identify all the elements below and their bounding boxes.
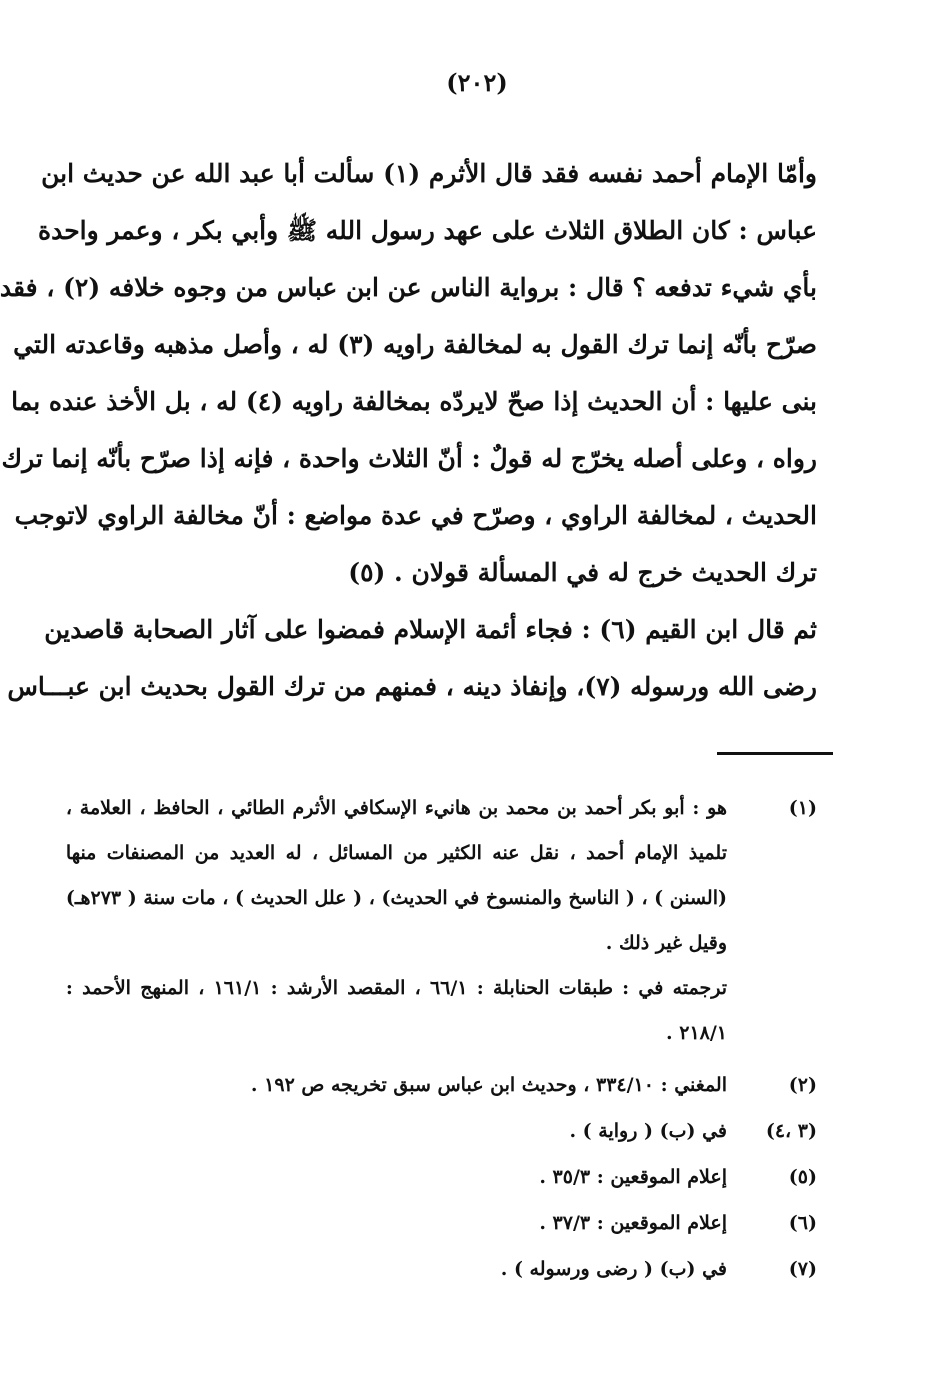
footnote-1 — [65, 786, 817, 1056]
page-number: (٢٠٢) — [446, 68, 508, 97]
text-line: رواه ، وعلى أصله يخرّج له قولٌ : أنّ الثلاث واحدة ، فإنه إذا صرّح بأنّه إنما ترك — [1, 444, 817, 473]
footnote-3-4 — [97, 1108, 817, 1154]
text-line: صرّح بأنّه إنما ترك القول به لمخالفة راويه (٣) له ، وأصل مذهبه وقاعدته التي — [13, 330, 817, 359]
text-line: وأمّا الإمام أحمد نفسه فقد قال الأثرم (١) سألت أبا عبد الله عن حديث ابن — [41, 159, 817, 188]
text-line: الحديث ، لمخالفة الراوي ، وصرّح في عدة مواضع : أنّ مخالفة الراوي لاتوجب — [14, 501, 817, 530]
text-line: رضى الله ورسوله (٧)، وإنفاذ دينه ، فمنهم من ترك القول بحديث ابن عبـــاس — [7, 672, 817, 701]
footnote-line: في (ب) ( رضى ورسوله ) . — [500, 1258, 727, 1280]
main-text — [0, 145, 817, 715]
footnote-line: ٢١٨/١ . — [666, 1022, 727, 1044]
footnote-separator — [717, 752, 833, 755]
footnote-body — [97, 1062, 751, 1108]
footnote-line: ترجمته في : طبقات الحنابلة : ٦٦/١ ، المقصد الأرشد : ١٦١/١ ، المنهج الأحمد : — [65, 977, 727, 999]
footnote-5 — [97, 1154, 817, 1200]
footnote-body — [97, 1154, 751, 1200]
footnote-line: (السنن ) ، ( الناسخ والمنسوخ في الحديث) ، ( علل الحديث ) ، مات سنة ( ٢٧٣هـ) — [65, 887, 727, 909]
text-line: بنى عليها : أن الحديث إذا صحّ لايردّه بمخالفة راويه (٤) له ، بل الأخذ عنده بما — [11, 387, 817, 416]
footnote-2 — [97, 1062, 817, 1108]
text-line: ترك الحديث خرج له في المسألة قولان . (٥) — [348, 558, 817, 587]
footnote-line: في (ب) ( رواية ) . — [569, 1120, 727, 1142]
footnote-number: (٥) — [788, 1166, 817, 1188]
footnote-number: (٧) — [788, 1258, 817, 1280]
footnote-7 — [97, 1246, 817, 1292]
footnote-line: هو : أبو بكر أحمد بن محمد بن هانيء الإسكافي الأثرم الطائي ، الحافظ ، العلامة ، — [65, 797, 727, 819]
footnote-body — [97, 1200, 751, 1246]
text-line: ثم قال ابن القيم (٦) : فجاء أئمة الإسلام فمضوا على آثار الصحابة قاصدين — [44, 615, 817, 644]
footnote-body — [97, 1108, 751, 1154]
text-line: عباس : كان الطلاق الثلاث على عهد رسول الله ﷺ وأبي بكر ، وعمر واحدة — [37, 216, 817, 245]
footnotes — [65, 786, 817, 1292]
footnote-number: (٢) — [788, 1074, 817, 1096]
footnote-6 — [97, 1200, 817, 1246]
footnote-body — [66, 786, 751, 1056]
footnote-line: إعلام الموقعين : ٣٥/٣ . — [539, 1166, 727, 1188]
text-line: بأي شيء تدفعه ؟ قال : برواية الناس عن ابن عباس من وجوه خلافه (٢) ، فقد — [0, 273, 817, 302]
footnote-number: (١) — [788, 797, 817, 819]
footnote-line: تلميذ الإمام أحمد ، نقل عنه الكثير من المسائل ، له العديد من المصنفات منها — [65, 842, 727, 864]
footnote-line: وقيل غير ذلك . — [605, 932, 727, 954]
footnote-number: (٦) — [788, 1212, 817, 1234]
footnote-line: إعلام الموقعين : ٣٧/٣ . — [539, 1212, 727, 1234]
footnote-number: (٣ ،٤) — [765, 1120, 817, 1142]
footnote-body — [97, 1246, 751, 1292]
footnote-line: المغني : ٣٣٤/١٠ ، وحديث ابن عباس سبق تخريجه ص ١٩٢ . — [250, 1074, 727, 1096]
